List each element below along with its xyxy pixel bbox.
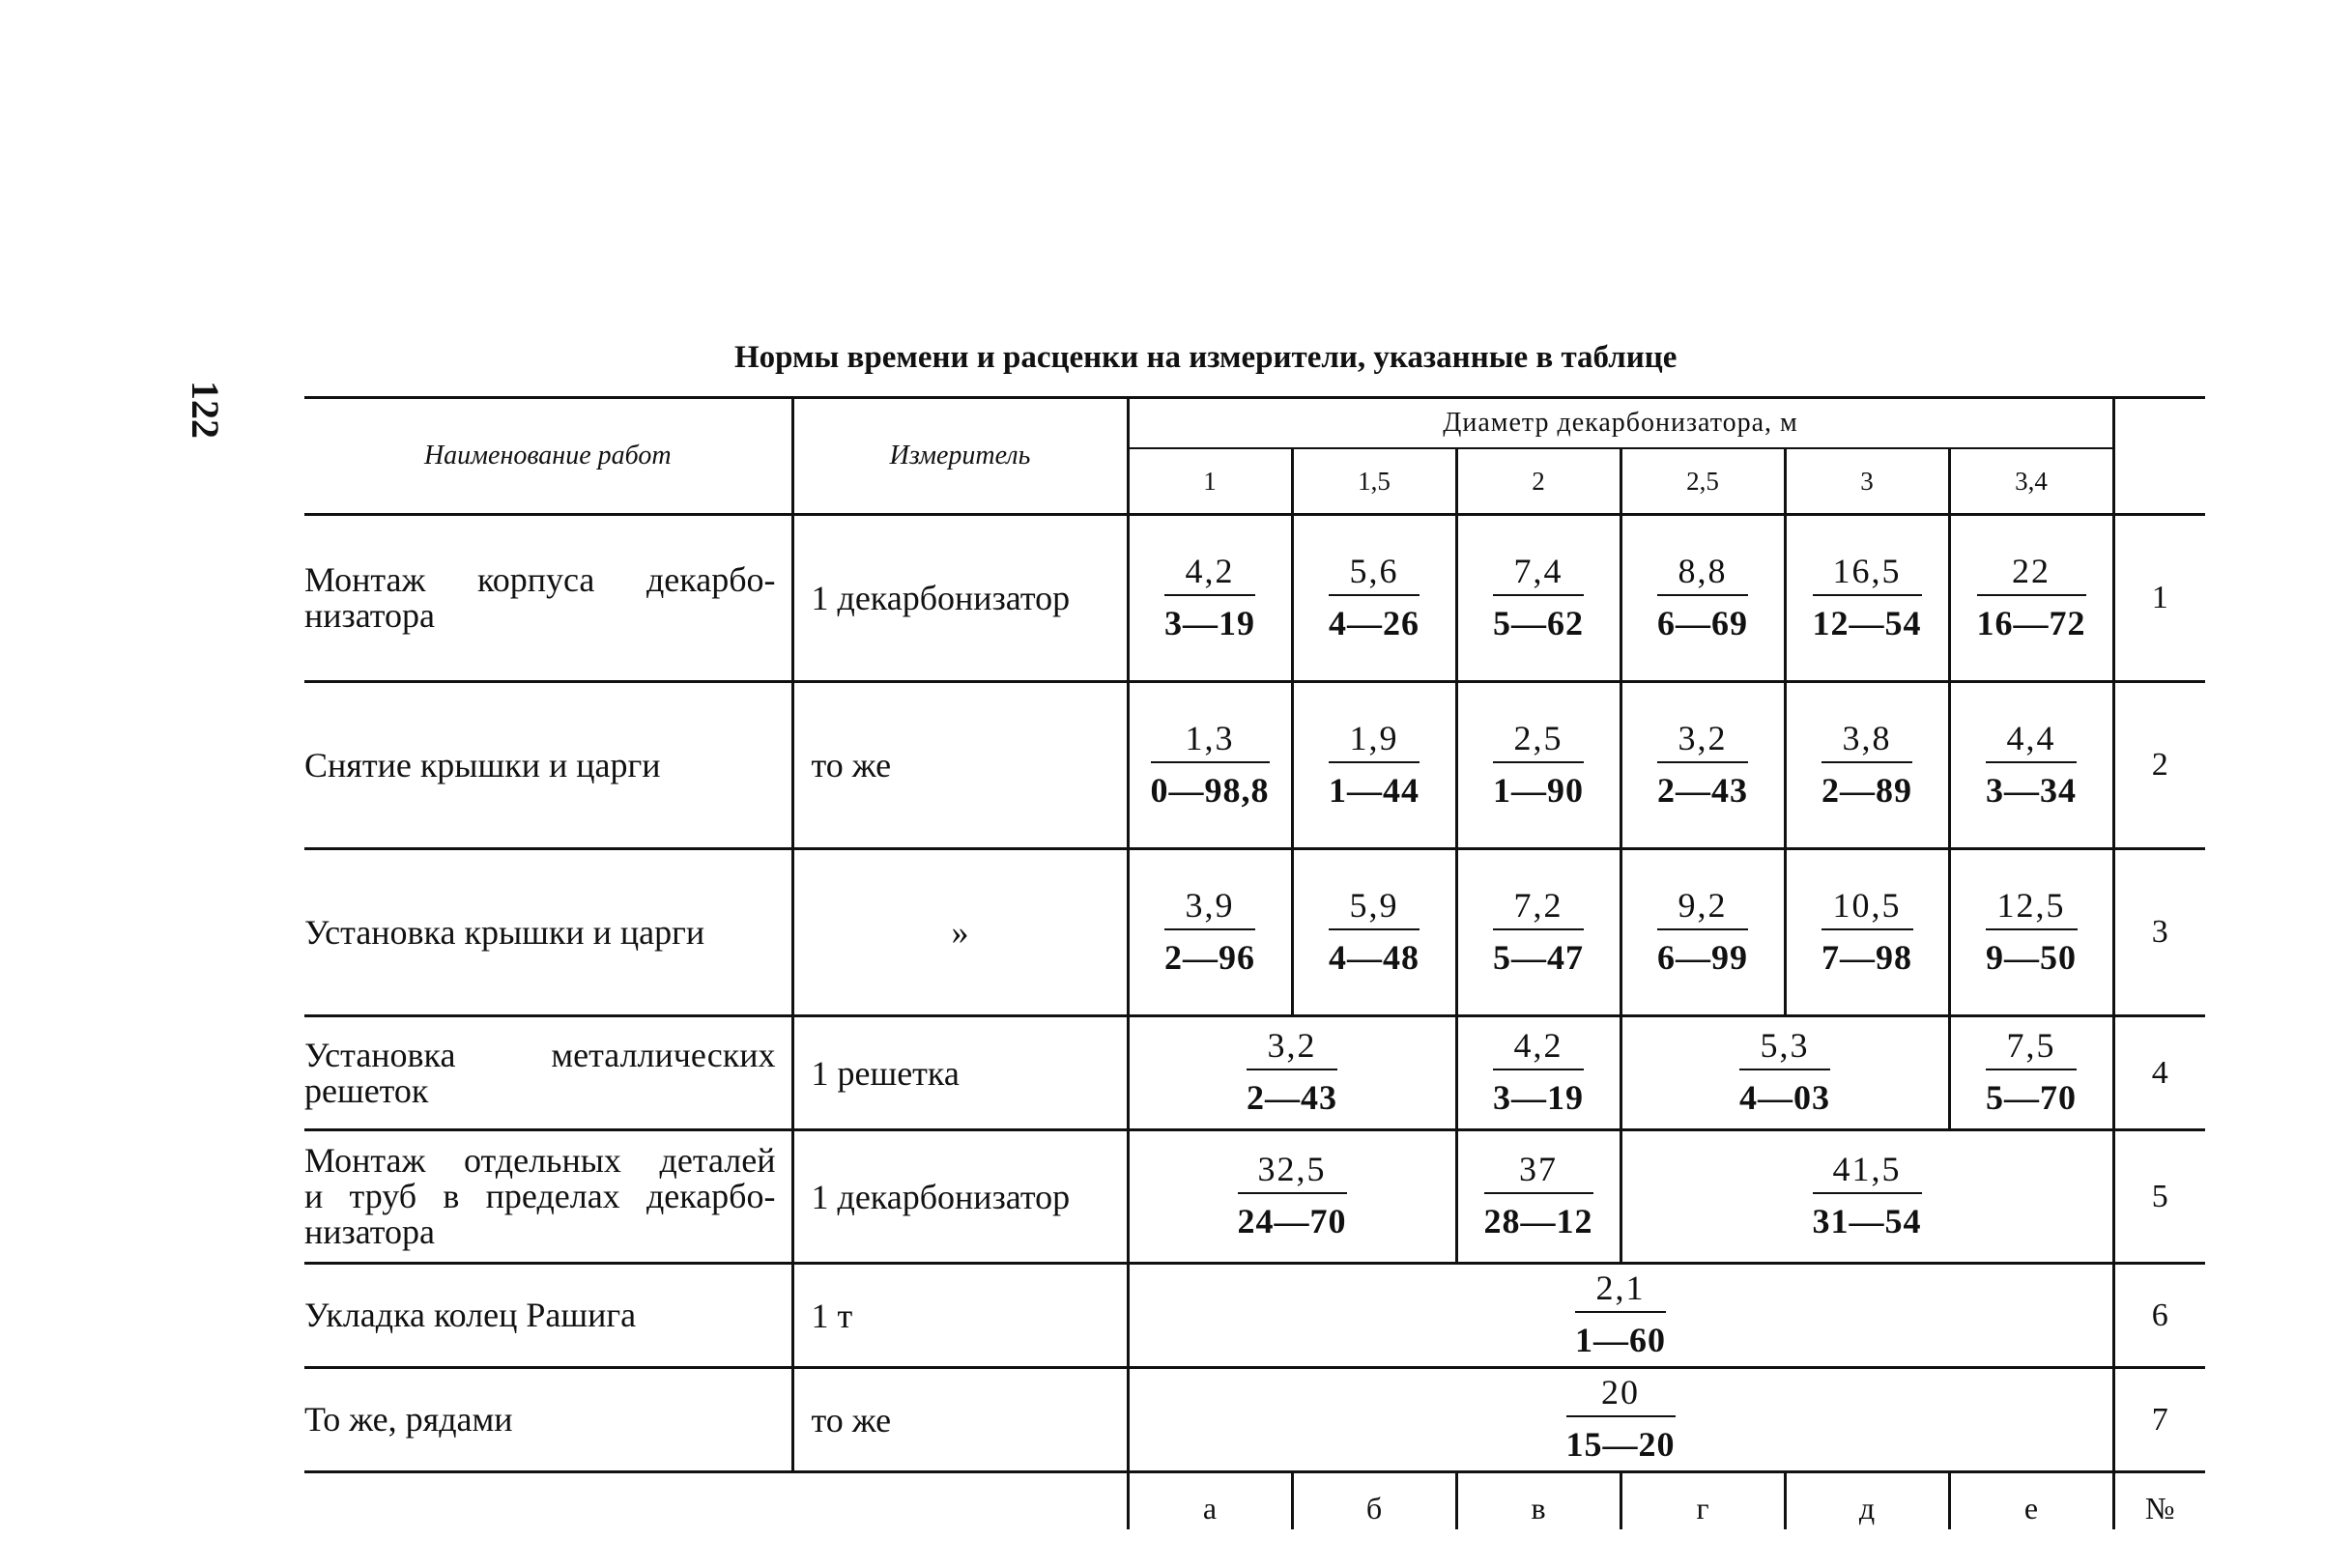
price-rate: 9—50 — [1986, 937, 2077, 977]
norm-value — [1949, 515, 2113, 682]
price-rate: 6—69 — [1657, 603, 1748, 642]
time-norm: 4,4 — [1986, 721, 2077, 763]
norm-fraction — [1493, 885, 1584, 977]
time-norm: 20 — [1566, 1375, 1676, 1417]
price-rate: 2—96 — [1164, 937, 1255, 977]
norm-value — [1128, 682, 1292, 849]
diameter-value: 2 — [1456, 448, 1621, 515]
price-rate: 5—70 — [1986, 1078, 2077, 1117]
norm-fraction — [1575, 1270, 1666, 1357]
norm-fraction — [1813, 1152, 1922, 1239]
time-norm: 2,1 — [1575, 1270, 1666, 1313]
row-number: 2 — [2113, 682, 2205, 849]
price-rate: 3—19 — [1493, 1078, 1584, 1117]
time-norm: 7,4 — [1493, 554, 1584, 596]
column-letter: г — [1621, 1472, 1785, 1530]
work-name — [304, 682, 792, 849]
row-number: 3 — [2113, 849, 2205, 1016]
time-norm: 10,5 — [1821, 888, 1913, 930]
norm-fraction — [1329, 718, 1420, 810]
price-rate: 3—19 — [1164, 603, 1255, 642]
norm-value — [1292, 515, 1456, 682]
time-norm: 7,5 — [1986, 1028, 2077, 1070]
column-letter: № — [2113, 1472, 2205, 1530]
diameter-value: 1,5 — [1292, 448, 1456, 515]
norm-fraction — [1986, 885, 2078, 977]
norm-fraction — [1247, 1028, 1337, 1115]
row-number: 1 — [2113, 515, 2205, 682]
price-rate: 2—89 — [1821, 770, 1912, 810]
diameter-value: 3 — [1785, 448, 1949, 515]
time-norm: 37 — [1484, 1152, 1593, 1194]
norm-value — [1785, 682, 1949, 849]
work-name — [304, 1368, 792, 1472]
norm-value — [1785, 515, 1949, 682]
price-rate: 4—03 — [1739, 1078, 1830, 1117]
norm-value — [1456, 1016, 1621, 1130]
header-diameter: Диаметр декарбонизатора, м — [1128, 398, 2113, 449]
norm-value — [1128, 1264, 2113, 1368]
work-name-line: Установка крышки и царги — [304, 912, 705, 952]
norm-fraction — [1657, 551, 1748, 642]
price-rate: 28—12 — [1483, 1202, 1593, 1240]
norm-value — [1292, 849, 1456, 1016]
norm-fraction — [1821, 885, 1913, 977]
diameter-value: 2,5 — [1621, 448, 1785, 515]
time-norm: 41,5 — [1813, 1152, 1922, 1194]
column-letter: д — [1785, 1472, 1949, 1530]
norm-value — [1621, 1016, 1949, 1130]
norm-fraction — [1812, 551, 1922, 642]
time-norm: 1,9 — [1329, 721, 1420, 763]
header-row — [304, 398, 2205, 449]
price-rate: 4—48 — [1329, 937, 1420, 977]
work-name-line: Монтаж отдельных деталей — [304, 1141, 776, 1180]
time-norm: 3,8 — [1821, 721, 1912, 763]
time-norm: 1,3 — [1151, 721, 1270, 763]
column-letters-row — [304, 1472, 2205, 1530]
work-name-line: решеток — [304, 1070, 429, 1110]
norm-fraction — [1657, 718, 1748, 810]
table-row — [304, 515, 2205, 682]
measure-unit: » — [792, 849, 1128, 1016]
norm-fraction — [1484, 1152, 1593, 1239]
price-rate: 2—43 — [1247, 1078, 1337, 1117]
norm-fraction — [1986, 718, 2077, 810]
row-number: 4 — [2113, 1016, 2205, 1130]
time-norm: 12,5 — [1986, 888, 2078, 930]
norm-fraction — [1986, 1028, 2077, 1115]
time-norm: 8,8 — [1657, 554, 1748, 596]
norm-value — [1456, 515, 1621, 682]
norm-fraction — [1329, 885, 1420, 977]
table-row — [304, 1130, 2205, 1264]
table-title: Нормы времени и расценки на измерители, указанные в таблице — [734, 340, 1678, 375]
work-name-line: и труб в пределах декарбо- — [304, 1177, 776, 1215]
row-number: 7 — [2113, 1368, 2205, 1472]
work-name — [304, 1264, 792, 1368]
norms-table — [304, 396, 2205, 1529]
norm-value — [1621, 849, 1785, 1016]
measure-unit: 1 решетка — [792, 1016, 1128, 1130]
measure-unit: 1 декарбонизатор — [792, 1130, 1128, 1264]
work-name — [304, 515, 792, 682]
price-rate: 16—72 — [1976, 603, 2086, 642]
price-rate: 2—43 — [1657, 770, 1748, 810]
column-letter: а — [1128, 1472, 1292, 1530]
measure-unit: 1 декарбонизатор — [792, 515, 1128, 682]
price-rate: 7—98 — [1821, 937, 1912, 977]
time-norm: 5,3 — [1739, 1028, 1830, 1070]
measure-unit: то же — [792, 682, 1128, 849]
price-rate: 12—54 — [1812, 603, 1922, 642]
norm-fraction — [1164, 551, 1255, 642]
table-row — [304, 1264, 2205, 1368]
header-measure: Измеритель — [792, 398, 1128, 515]
price-rate: 3—34 — [1986, 770, 2077, 810]
norm-value — [1456, 682, 1621, 849]
norm-fraction — [1238, 1152, 1347, 1239]
measure-unit: 1 т — [792, 1264, 1128, 1368]
time-norm: 4,2 — [1164, 554, 1255, 596]
norm-value — [1456, 849, 1621, 1016]
work-name-line: низатора — [304, 596, 436, 635]
price-rate: 15—20 — [1565, 1425, 1676, 1464]
norm-fraction — [1821, 718, 1912, 810]
time-norm: 3,2 — [1657, 721, 1748, 763]
time-norm: 3,2 — [1247, 1028, 1337, 1070]
diameter-value: 1 — [1128, 448, 1292, 515]
measure-unit: то же — [792, 1368, 1128, 1472]
price-rate: 1—60 — [1575, 1321, 1666, 1359]
norm-fraction — [1566, 1375, 1676, 1462]
work-name-line: Укладка колец Рашига — [304, 1296, 637, 1334]
work-name — [304, 849, 792, 1016]
norm-fraction — [1493, 551, 1584, 642]
norm-fraction — [1150, 718, 1270, 810]
norm-fraction — [1493, 718, 1584, 810]
price-rate: 5—47 — [1493, 937, 1584, 977]
work-name-line: То же, рядами — [304, 1400, 513, 1439]
price-rate: 24—70 — [1237, 1202, 1347, 1240]
page-number: 122 — [184, 381, 227, 439]
time-norm: 3,9 — [1164, 888, 1255, 930]
norm-value — [1456, 1130, 1621, 1264]
norm-fraction — [1329, 551, 1420, 642]
column-letter: е — [1949, 1472, 2113, 1530]
price-rate: 4—26 — [1329, 603, 1420, 642]
spacer — [792, 1472, 1128, 1530]
price-rate: 5—62 — [1493, 603, 1584, 642]
norm-value — [1128, 1130, 1456, 1264]
column-letter: в — [1456, 1472, 1621, 1530]
table-row — [304, 849, 2205, 1016]
work-name-line: низатора — [304, 1212, 436, 1251]
price-rate: 1—44 — [1329, 770, 1420, 810]
norm-value — [1128, 1016, 1456, 1130]
row-number: 6 — [2113, 1264, 2205, 1368]
time-norm: 16,5 — [1813, 554, 1922, 596]
work-name-line: Снятие крышки и царги — [304, 745, 661, 784]
spacer — [304, 1472, 792, 1530]
norm-fraction — [1493, 1028, 1584, 1115]
table-row — [304, 682, 2205, 849]
header-name: Наименование работ — [304, 398, 792, 515]
time-norm: 7,2 — [1493, 888, 1584, 930]
price-rate: 6—99 — [1657, 937, 1748, 977]
norm-fraction — [1739, 1028, 1830, 1115]
price-rate: 1—90 — [1493, 770, 1584, 810]
norm-value — [1949, 682, 2113, 849]
table-row — [304, 1368, 2205, 1472]
work-name-line: Установка металлических — [304, 1035, 776, 1074]
norm-value — [1621, 1130, 2113, 1264]
norm-value — [1128, 515, 1292, 682]
norm-value — [1785, 849, 1949, 1016]
work-name — [304, 1016, 792, 1130]
column-letter: б — [1292, 1472, 1456, 1530]
work-name-line: Монтаж корпуса декарбо- — [304, 560, 776, 599]
price-rate: 31—54 — [1812, 1202, 1922, 1240]
norm-value — [1621, 515, 1785, 682]
norm-fraction — [1976, 551, 2086, 642]
time-norm: 22 — [1977, 554, 2086, 596]
norm-value — [1128, 849, 1292, 1016]
time-norm: 5,6 — [1329, 554, 1420, 596]
norm-value — [1949, 1016, 2113, 1130]
time-norm: 2,5 — [1493, 721, 1584, 763]
time-norm: 4,2 — [1493, 1028, 1584, 1070]
header-number — [2113, 398, 2205, 515]
work-name — [304, 1130, 792, 1264]
norm-value — [1128, 1368, 2113, 1472]
time-norm: 5,9 — [1329, 888, 1420, 930]
norm-fraction — [1657, 885, 1748, 977]
diameter-value: 3,4 — [1949, 448, 2113, 515]
table-row — [304, 1016, 2205, 1130]
row-number: 5 — [2113, 1130, 2205, 1264]
norm-fraction — [1164, 885, 1255, 977]
time-norm: 9,2 — [1657, 888, 1748, 930]
time-norm: 32,5 — [1238, 1152, 1347, 1194]
norm-value — [1621, 682, 1785, 849]
norm-value — [1949, 849, 2113, 1016]
norm-value — [1292, 682, 1456, 849]
price-rate: 0—98,8 — [1150, 770, 1270, 810]
